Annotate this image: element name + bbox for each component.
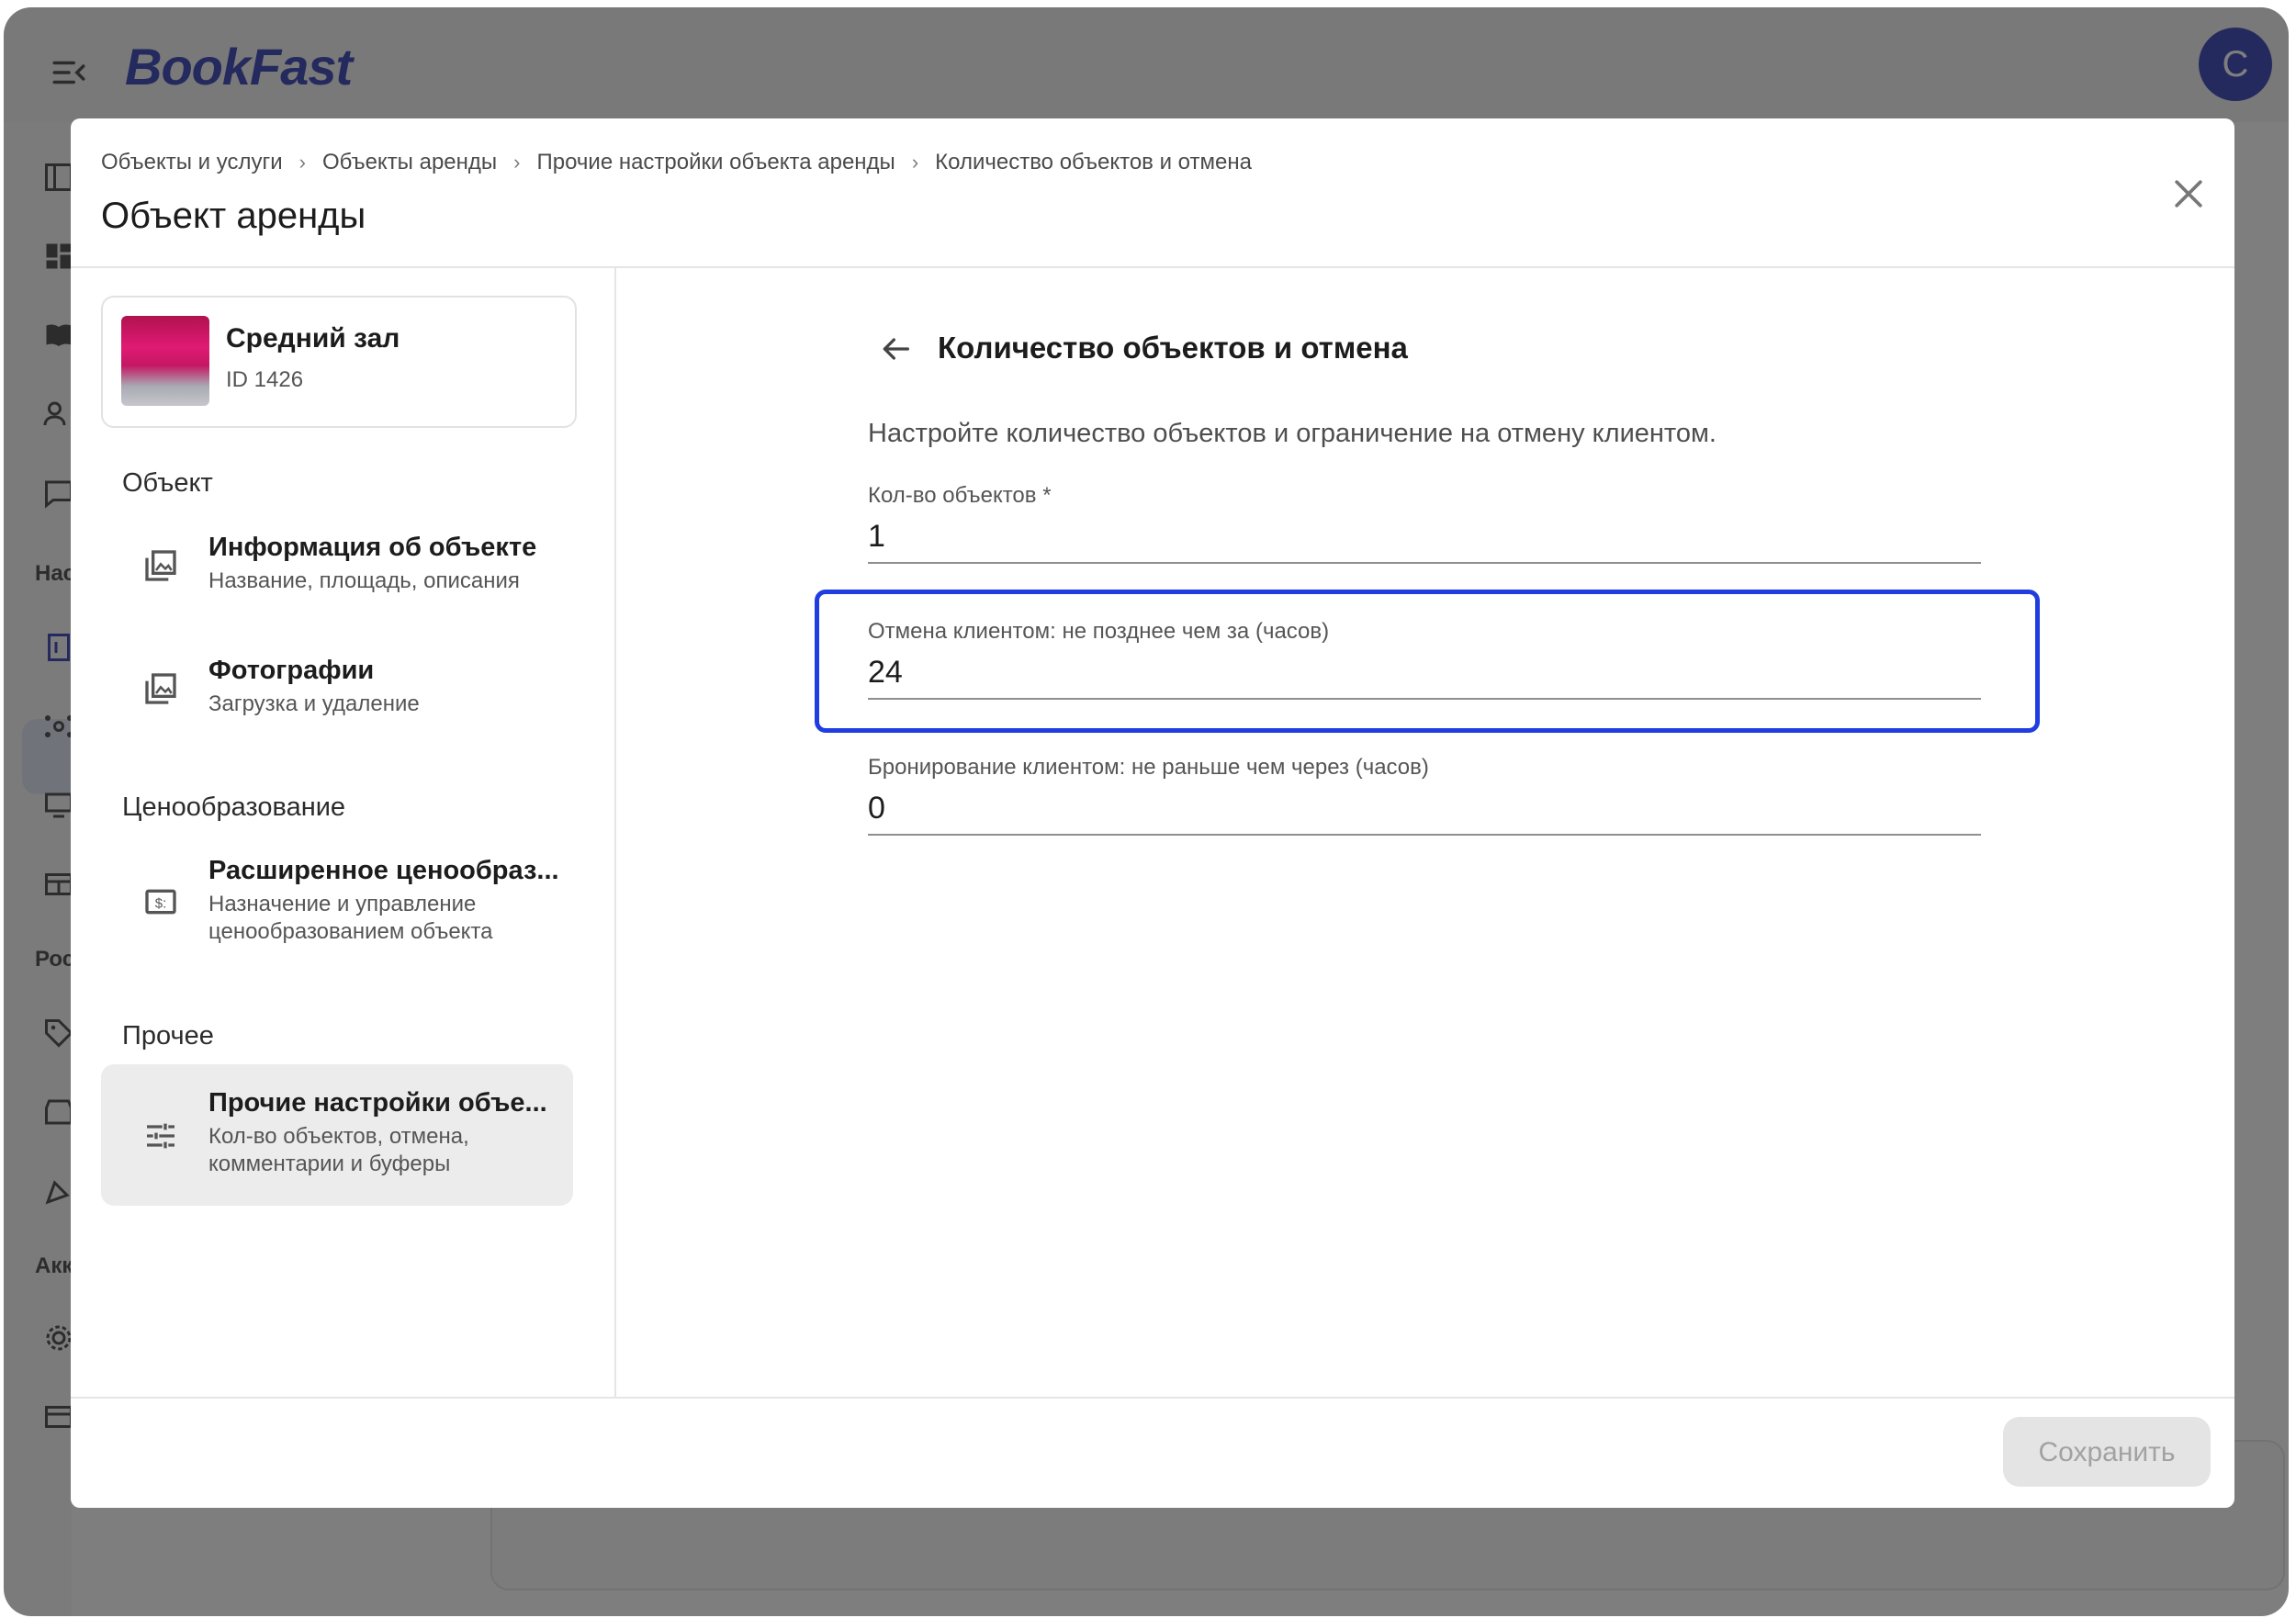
settings-content (616, 266, 2234, 1399)
booking-limit-field (868, 755, 1981, 839)
rental-object-modal (71, 118, 2234, 1508)
settings-sidebar (71, 266, 616, 1399)
image-icon (142, 670, 179, 707)
breadcrumb-item[interactable]: Объекты и услуги (101, 150, 283, 174)
object-count-input[interactable] (868, 511, 1981, 564)
booking-limit-input[interactable] (868, 782, 1981, 836)
nav-item-other-settings[interactable] (101, 1064, 573, 1206)
modal-footer (71, 1397, 2234, 1508)
object-name: Средний зал (226, 323, 400, 354)
nav-item-subtitle: Название, площадь, описания (208, 568, 520, 593)
cancel-limit-input[interactable] (868, 646, 1981, 700)
save-button[interactable]: Сохранить (2003, 1417, 2211, 1487)
chevron-right-icon: › (911, 151, 919, 174)
modal-header (71, 118, 2234, 268)
nav-item-subtitle: Назначение и управление ценообразованием объекта (208, 892, 493, 944)
nav-item-subtitle: Кол-во объектов, отмена, комментарии и буферы (208, 1124, 469, 1176)
modal-title: Объект аренды (101, 196, 366, 236)
svg-text:$:: $: (154, 895, 167, 912)
nav-item-object-info[interactable] (101, 512, 573, 621)
content-title: Количество объектов и отмена (938, 331, 1408, 365)
price-tag-icon (142, 883, 179, 920)
screen (4, 7, 2289, 1616)
object-card[interactable] (101, 296, 577, 428)
content-description: Настройте количество объектов и ограничение на отмену клиентом. (868, 419, 1716, 448)
breadcrumb-item[interactable]: Прочие настройки объекта аренды (536, 150, 895, 174)
breadcrumb-current: Количество объектов и отмена (935, 150, 1252, 174)
object-thumbnail (121, 316, 209, 406)
field-label: Кол-во объектов * (868, 483, 1052, 508)
image-icon (142, 547, 179, 584)
breadcrumb (101, 150, 1252, 175)
object-count-field (868, 483, 1981, 567)
close-icon[interactable] (2168, 174, 2209, 214)
nav-item-pricing[interactable] (101, 836, 573, 973)
field-label: Отмена клиентом: не позднее чем за (часов) (868, 619, 1330, 644)
nav-item-title: Расширенное ценообраз... (208, 856, 559, 885)
tune-icon (142, 1118, 179, 1154)
arrow-left-icon[interactable] (877, 331, 914, 367)
section-label-other: Прочее (122, 1021, 214, 1051)
nav-item-title: Фотографии (208, 656, 375, 685)
nav-item-subtitle: Загрузка и удаление (208, 691, 420, 716)
chevron-right-icon: › (298, 151, 306, 174)
nav-item-title: Информация об объекте (208, 533, 537, 562)
chevron-right-icon: › (513, 151, 521, 174)
cancel-limit-field (868, 619, 1981, 703)
section-label-pricing: Ценообразование (122, 792, 346, 822)
breadcrumb-item[interactable]: Объекты аренды (321, 150, 498, 174)
object-id: ID 1426 (226, 367, 304, 392)
field-label: Бронирование клиентом: не раньше чем через (часов) (868, 755, 1429, 780)
nav-item-title: Прочие настройки объе... (208, 1088, 547, 1118)
section-label-object: Объект (122, 468, 213, 498)
nav-item-photos[interactable] (101, 635, 573, 744)
